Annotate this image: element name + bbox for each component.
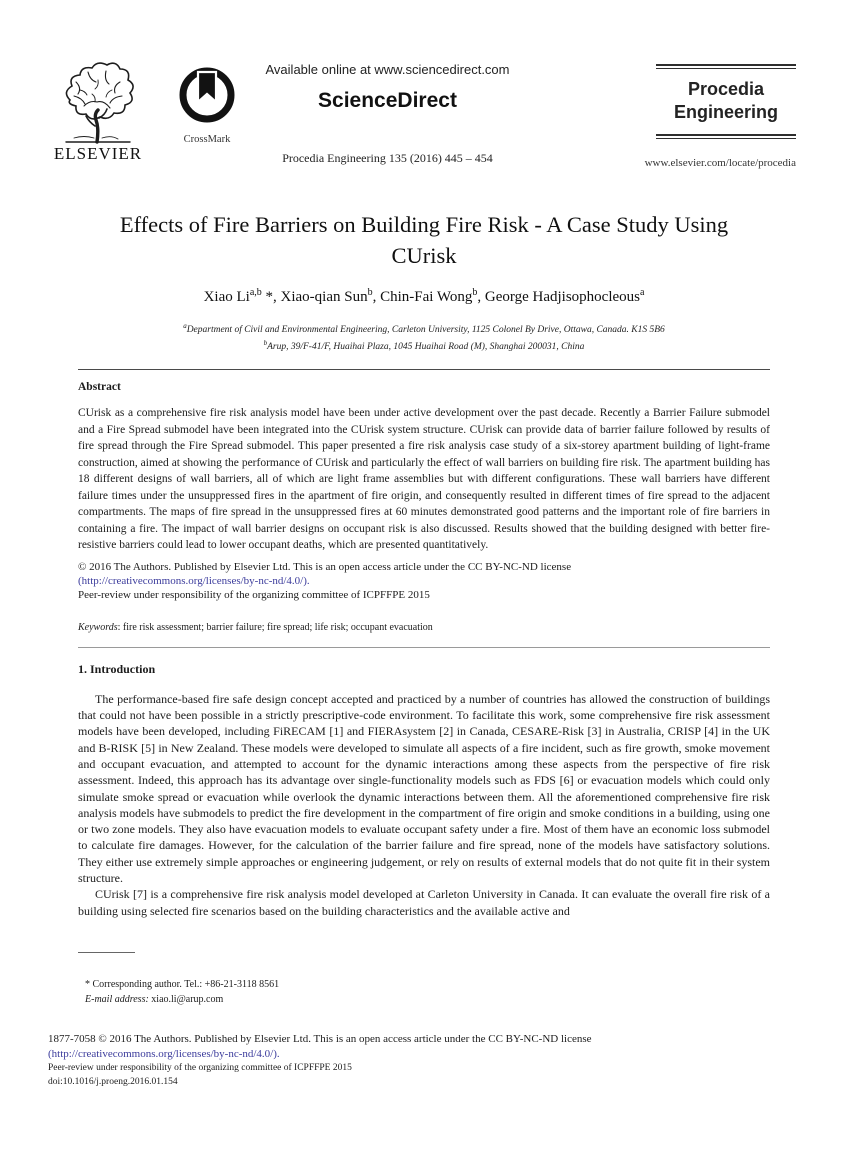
keywords-text: : fire risk assessment; barrier failure; fire spread; life risk; occupant evacuation bbox=[117, 621, 433, 633]
author: Xiao Li$^{a,b}$ *, bbox=[203, 287, 281, 305]
intro-paragraph-2: CUrisk [7] is a comprehensive fire risk analysis model developed at Carleton University in Canada. It can evaluate the overall fire risk of a building using selected fire scenarios based on the building characteristics and the available active and bbox=[78, 887, 770, 918]
section-heading-introduction: 1. Introduction bbox=[78, 661, 156, 676]
abstract-heading: Abstract bbox=[78, 381, 121, 394]
keywords-label: Keywords bbox=[78, 621, 118, 633]
keywords-line bbox=[78, 622, 770, 633]
corresponding-author-footnote bbox=[78, 952, 478, 1007]
author: Chin-Fai Wong$^b$, bbox=[380, 287, 485, 305]
author-list bbox=[78, 287, 770, 306]
author: Xiao-qian Sun$^b$, bbox=[280, 287, 381, 305]
issn-copyright-line: 1877-7058 © 2016 The Authors. Published by Elsevier Ltd. This is an open access article under the CC BY-NC-ND license bbox=[48, 1033, 592, 1045]
author: George Hadjisophocleous$^a$ bbox=[484, 287, 645, 305]
footer-peer-review-line: Peer-review under responsibility of the organizing committee of ICPFFPE 2015 bbox=[48, 1063, 352, 1073]
email-label: E-mail address: bbox=[85, 994, 149, 1005]
header-center-column bbox=[215, 62, 560, 166]
footnote-rule bbox=[78, 952, 135, 953]
journal-citation: Procedia Engineering 135 (2016) 445 – 454 bbox=[282, 151, 493, 165]
abstract-text: CUrisk as a comprehensive fire risk analysis model have been under active development over the past decade. Recently a Barrier Failure submodel and a Fire Spread submodel have been integrated into the CUrisk system structure. CUrisk can provide data of barrier failure followed by results of fire spread through the Fire Spread submodel. This paper presented a fire risk analysis case study of a six-storey apartment building of light-frame construction, aimed at showing the performance of CUrisk and particularly the effect of wall barriers on building fire risk. The apartment building has 18 different designs of wall barriers, all of which are light frame assemblies but with different configurations. These wall barriers have different failure times under the unsuppressed fires in the apartment of fire origin, and consequently resulted in different times of fire spread to the adjacent compartments. The maps of fire spread in the unsuppressed fires at 60 minutes demonstrated good patterns and the important role of fire barriers in containing a fire. The impact of wall barrier designs on occupant risk is also discussed. Results showed that the building designed with better fire-resistive barriers could lead to lower occupant deaths, which are presented quantitatively. bbox=[78, 407, 770, 552]
intro-paragraph-1: The performance-based fire safe design concept accepted and practiced by a number of countries has allowed the construction of buildings that could not have been possible in a strictly prescriptive-code environment. To facilitate this work, some comprehensive fire risk assessment models have been developed, including FiRECAM [1] and FIERAsystem [2] in Canada, CESARE-Risk [3] in Australia, CRISP [4] in the UK and B-RISK [5] in New Zealand. These models were developed to simulate all aspects of a fire incident, such as fire growth, smoke movement and occupant evacuation, and attempted to account for the dynamic interactions among these aspects from the perspective of fire risk assessment. Indeed, this approach has its advantage over single-functionality models such as FDS [6] or evacuation models which could only simulate smoke spread or evacuation while overlook the dynamic interactions between them. All the aforementioned comprehensive fire risk analysis models have submodels to predict the fire development in the compartment of fire origin and smoke conditions in a building, using one or two zone models. They also have evacuation models to evaluate occupant safety under a fire. Most of them have an economic loss submodel to calculate fire damages. However, for the calculation of the barrier failure and fire spread, none of the models have satisfactory solutions. They either use extremely simple approaches or engineering judgement, or rely on results of external models that do not quite fit in their system structure. bbox=[78, 691, 770, 886]
article-content bbox=[0, 209, 847, 919]
copyright-block bbox=[78, 560, 770, 602]
sciencedirect-logo: ScienceDirect bbox=[318, 89, 457, 112]
copyright-line: © 2016 The Authors. Published by Elsevier Ltd. This is an open access article under the CC BY-NC-ND license bbox=[78, 560, 572, 573]
journal-header bbox=[0, 0, 847, 195]
journal-homepage-url: www.elsevier.com/locate/procedia bbox=[644, 157, 796, 169]
crossmark-label: CrossMark bbox=[183, 134, 231, 145]
elsevier-wordmark: ELSEVIER bbox=[53, 144, 143, 163]
corresponding-author-line: * Corresponding author. Tel.: +86-21-3118 8561 bbox=[85, 979, 280, 990]
doi-line: doi:10.1016/j.proeng.2016.01.154 bbox=[48, 1077, 178, 1087]
available-online-text: Available online at www.sciencedirect.com bbox=[265, 62, 510, 77]
footnote-text bbox=[78, 977, 478, 1007]
journal-name: Procedia Engineering bbox=[673, 79, 778, 122]
publication-footer bbox=[48, 1032, 798, 1089]
journal-title-box bbox=[656, 64, 796, 139]
elsevier-logo bbox=[52, 60, 144, 164]
affiliation-a: $^a$Department of Civil and Environmental Engineering, Carleton University, 1125 Colonel By Drive, Ottawa, Canada. K1S 5B6 bbox=[183, 322, 665, 336]
double-rule-bottom bbox=[656, 134, 796, 139]
elsevier-tree-icon bbox=[54, 60, 142, 144]
abstract-top-rule bbox=[78, 369, 770, 370]
keywords-bottom-rule bbox=[78, 647, 770, 648]
email-line bbox=[85, 992, 478, 1007]
license-link[interactable]: (http://creativecommons.org/licenses/by-nc-nd/4.0/). bbox=[78, 574, 310, 587]
footer-license-link[interactable]: (http://creativecommons.org/licenses/by-nc-nd/4.0/). bbox=[48, 1047, 280, 1060]
peer-review-line: Peer-review under responsibility of the organizing committee of ICPFFPE 2015 bbox=[78, 588, 430, 601]
email-address: xiao.li@arup.com bbox=[148, 994, 224, 1005]
affiliation-b: $^b$Arup, 39/F-41/F, Huaihai Plaza, 1045 Huaihai Road (M), Shanghai 200031, China bbox=[263, 339, 585, 353]
article-title: Effects of Fire Barriers on Building Fire Risk - A Case Study Using CUrisk bbox=[119, 212, 729, 268]
affiliations bbox=[78, 320, 770, 354]
